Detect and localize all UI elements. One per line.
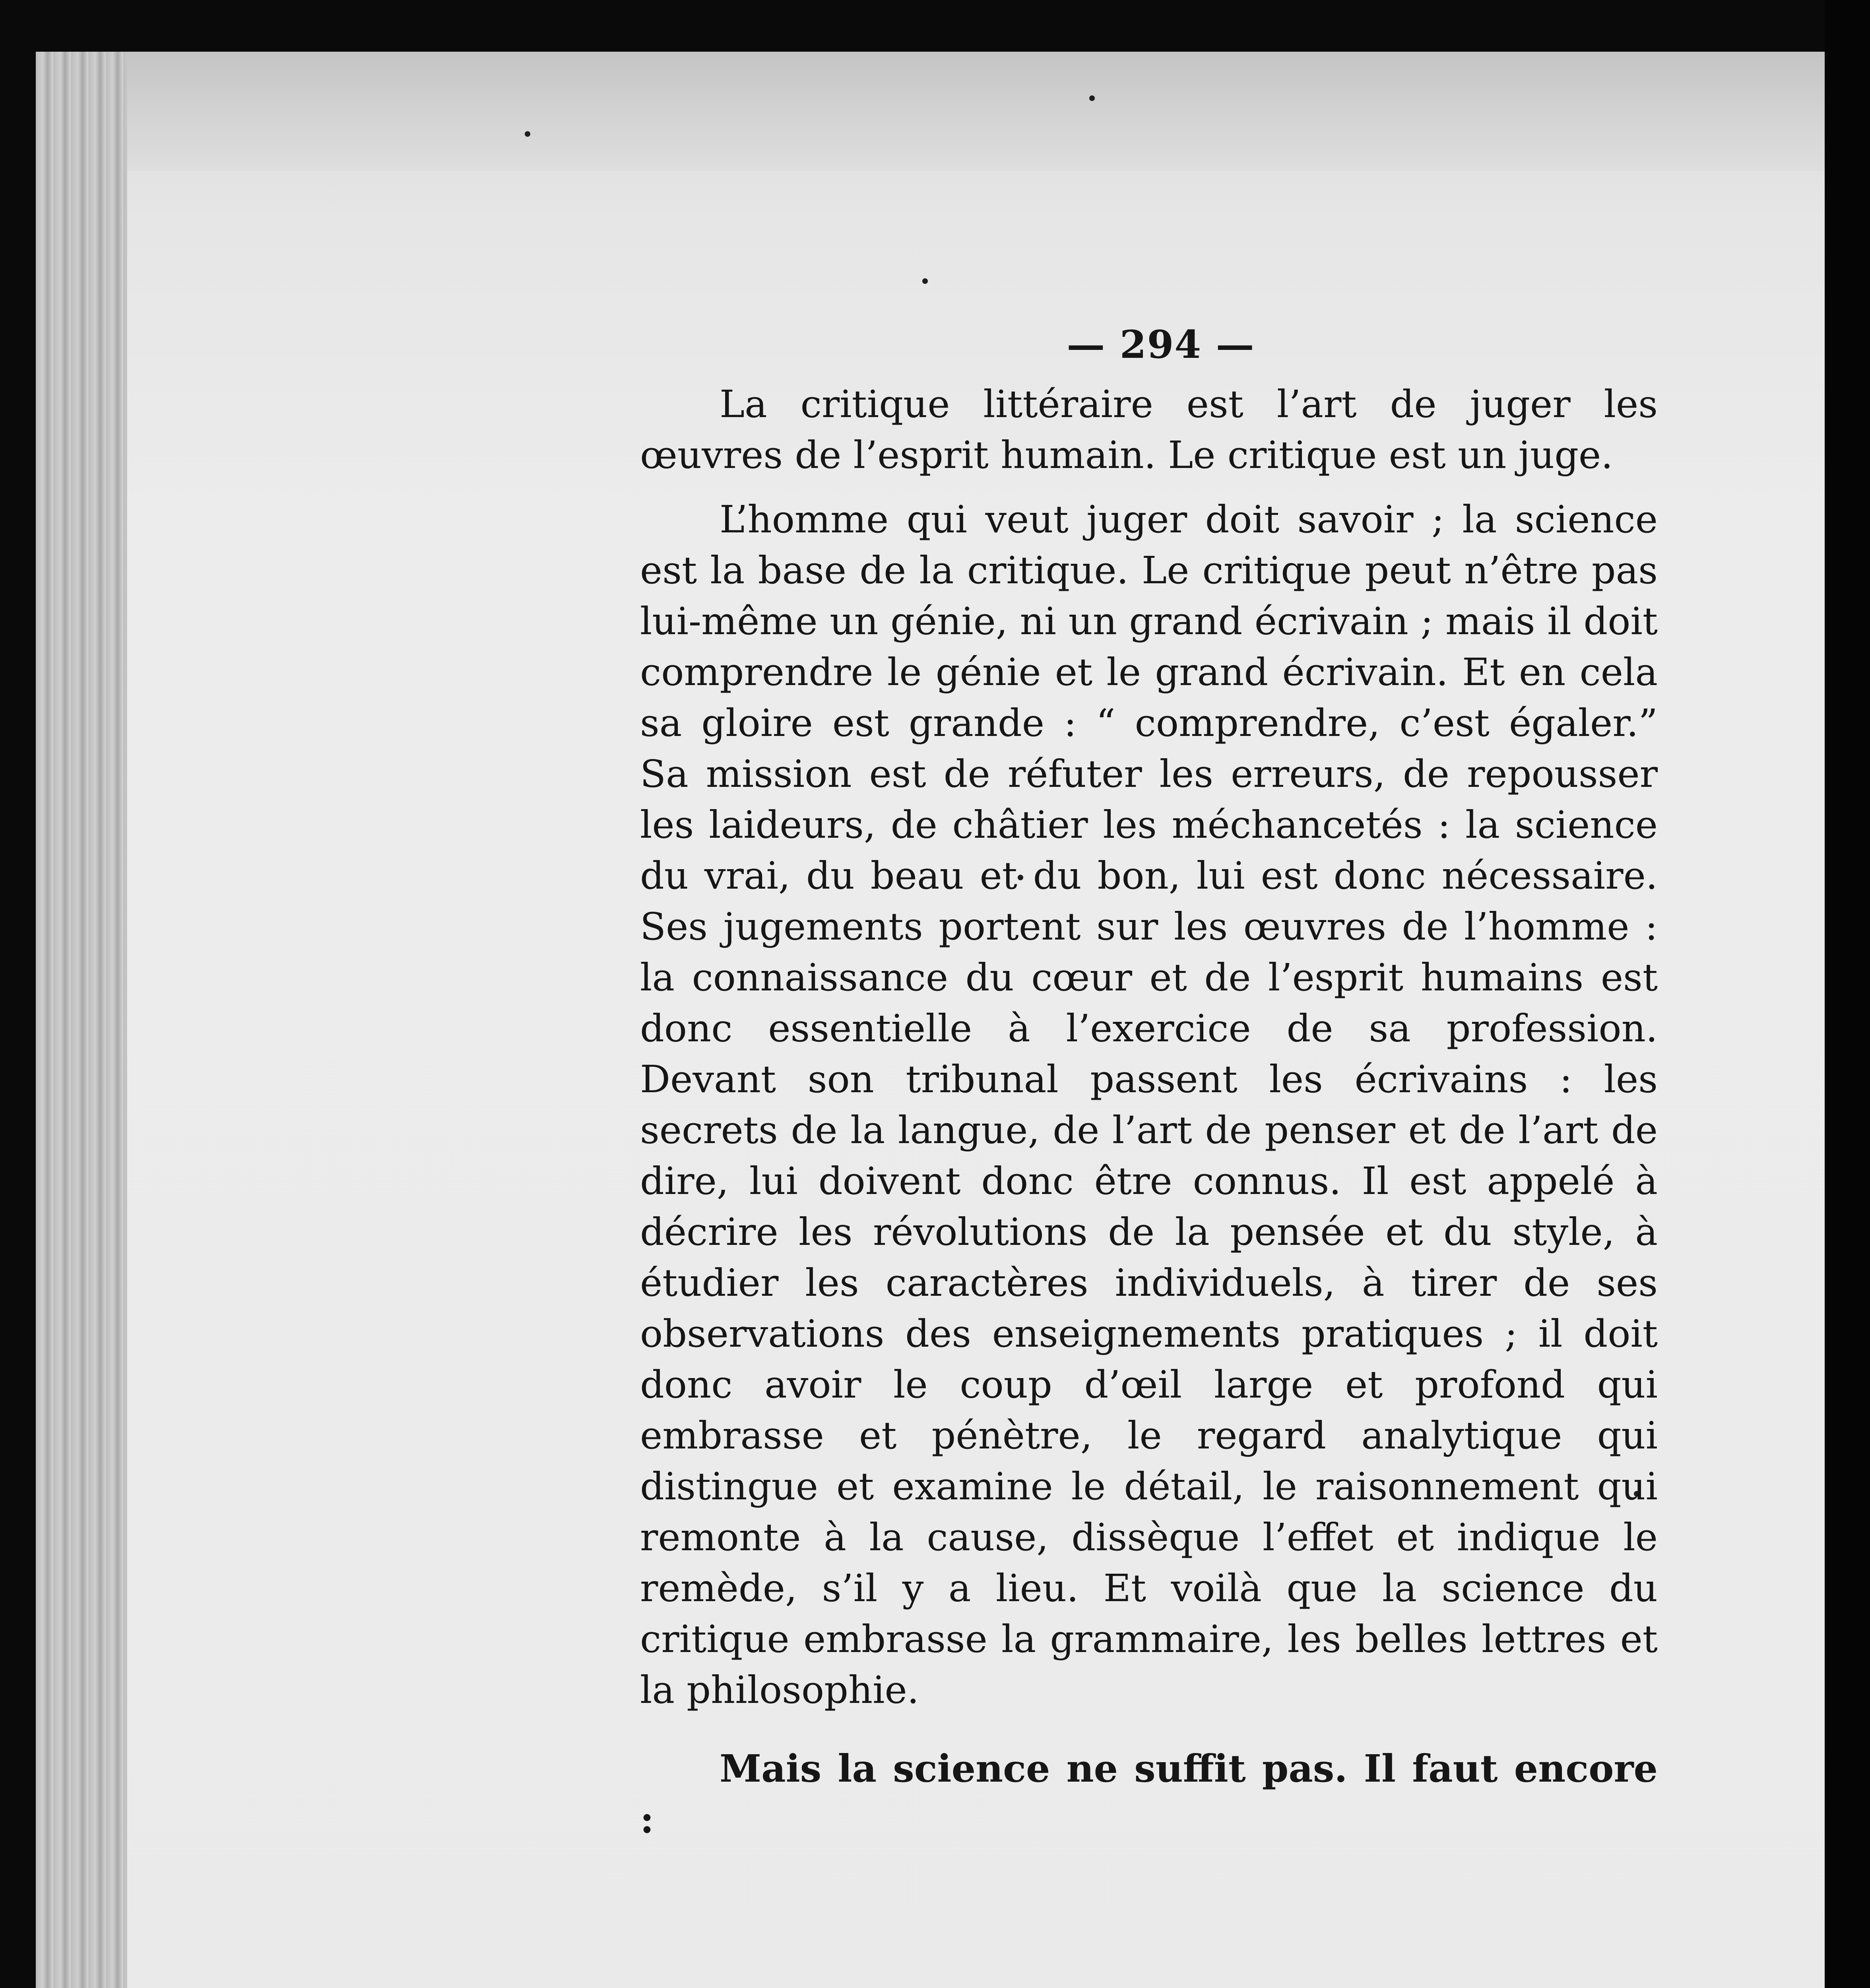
paragraph-definition: La critique littéraire est l’art de juger les œuvres de l’esprit humain. Le critique est un juge. [640, 382, 1658, 477]
scan-right-border [1825, 0, 1870, 1988]
paragraph-science: L’homme qui veut juger doit savoir ; la science est la base de la critique. Le critique peut n’être pas lui-même un génie, ni un grand écrivain ; mais il doit comprendre le génie et le grand écrivain. Et en cela sa gloire est grande : “ comprendre, c’est égaler.” Sa mission est de réfuter les erreurs, de repousser les laideurs, de châtier les méchancetés : la science du vrai, du beau et du bon, lui est donc nécessaire. Ses jugements portent sur les œuvres de l’homme : la connaissance du cœur et de l’esprit humains est donc essentielle à l’exercice de sa profession. Devant son tribunal passent les écrivains : les secrets de la langue, de l’art de penser et de l’art de dire, lui doivent donc être connus. Il est appelé à décrire les révolutions de la pensée et du style, à étudier les caractères individuels, à tirer de ses observations des enseignements pratiques ; il doit donc avoir le coup d’œil large et profond qui embrasse et pénètre, le regard analytique qui distingue et examine le détail, le raisonnement qui remonte à la cause, dissèque l’effet et indique le remède, s’il y a lieu. Et voilà que la science du critique embrasse la grammaire, les belles lettres et la philosophie. [640, 498, 1658, 1712]
ink-speck [1089, 95, 1095, 101]
ink-speck [525, 131, 530, 137]
page-top-shadow [36, 52, 1825, 171]
paragraph-closing: Mais la science ne suffit pas. Il faut encore : [640, 1747, 1658, 1842]
page-number: — 294 — [1067, 322, 1255, 367]
page-text [640, 322, 1658, 1845]
ink-speck [922, 278, 928, 284]
paper-sheet [36, 52, 1825, 1988]
book-gutter [36, 52, 127, 1988]
